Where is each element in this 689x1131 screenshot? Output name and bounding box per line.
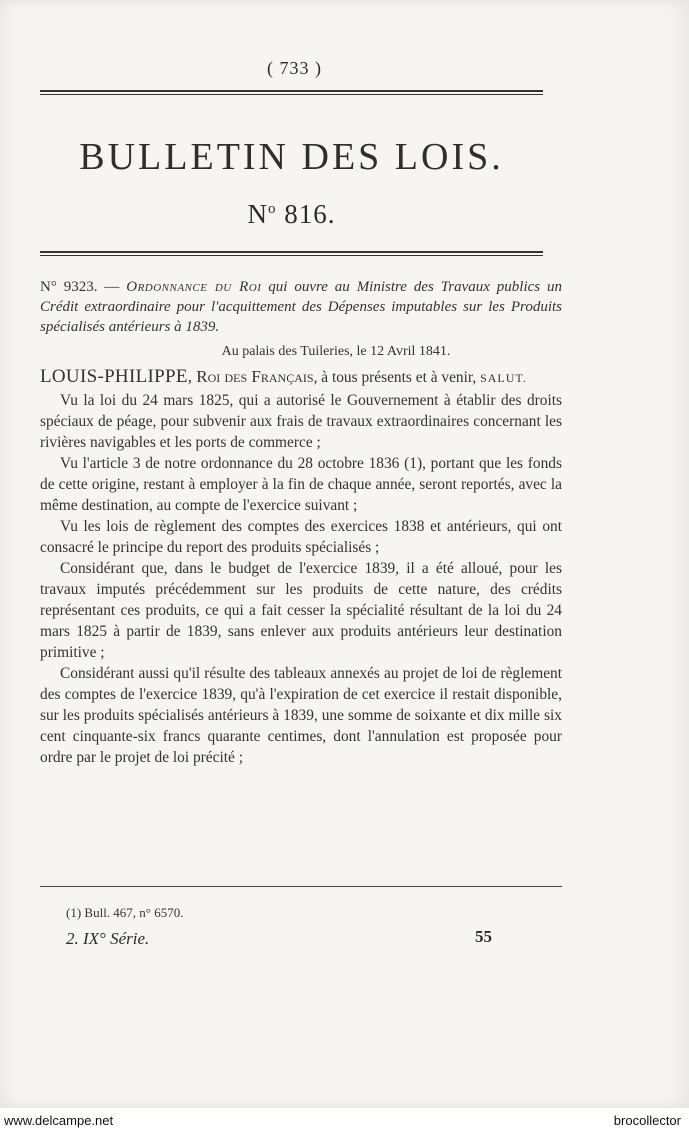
bulletin-number-value: 816. bbox=[276, 199, 336, 229]
footnote-rule bbox=[40, 886, 562, 887]
series-signature: 2. IX° Série. bbox=[66, 929, 150, 948]
bulletin-number-prefix: N bbox=[247, 199, 268, 229]
header-rule-bottom bbox=[40, 251, 543, 256]
ordinance-subject: qui ouvre au Ministre des Travaux publics un Crédit extraordinaire pour l'acquittement des Dépenses imputables sur les Produits spécialisés antérieurs à 1839. bbox=[40, 279, 562, 335]
preamble-text: , à tous présents et à venir, bbox=[313, 369, 481, 386]
paragraph-3: Vu les lois de règlement des comptes des exercices 1838 et antérieurs, qui ont consacré le principe du report des produits spécialisés ; bbox=[40, 518, 562, 556]
king-name: LOUIS-PHILIPPE bbox=[40, 366, 188, 387]
ordinance-number: N° 9323. — bbox=[40, 279, 127, 295]
page-number: ( 733 ) bbox=[267, 58, 322, 78]
sheet-number: 55 bbox=[475, 927, 492, 946]
bulletin-number bbox=[40, 199, 543, 230]
paragraph-4: Considérant que, dans le budget de l'exercice 1839, il a été alloué, pour les travaux imputés précédemment sur les produits de cette nature, des crédits représentant ces produits, ce qui a fait cesser la spécialité résultant de la loi du 24 mars 1825 à partir de 1839, sans enlever aux produits antérieurs leur destination primitive ; bbox=[40, 560, 562, 661]
dateline: Au palais des Tuileries, le 12 Avril 1841. bbox=[221, 344, 451, 359]
watermark-right: brocollector bbox=[613, 1113, 681, 1128]
page-title: BULLETIN DES LOIS. bbox=[79, 136, 504, 178]
paragraph-2: Vu l'article 3 de notre ordonnance du 28 octobre 1836 (1), portant que les fonds de cette origine, restant à employer à la fin de chaque année, seront reportés, avec la même destination, au compte de l'exercice suivant ; bbox=[40, 455, 562, 514]
header-rule-top bbox=[40, 90, 543, 95]
footnote: (1) Bull. 467, n° 6570. bbox=[66, 905, 184, 920]
king-title: , Roi des Français bbox=[187, 367, 314, 386]
ordinance-label: Ordonnance du Roi bbox=[126, 279, 262, 295]
paragraph-5: Considérant aussi qu'il résulte des tableaux annexés au projet de loi de règlement des comptes de l'exercice 1839, qu'à l'expiration de cet exercice il restait disponible, sur les produits spécialisés antérieurs à 1839, une somme de soixante et dix mille six cent cinquante-six francs quarante centimes, dont l'annulation est proposée pour ordre par le projet de loi précité ; bbox=[40, 665, 562, 766]
document-body bbox=[40, 277, 562, 768]
ordinance-heading bbox=[40, 277, 562, 337]
salut: SALUT. bbox=[480, 371, 527, 385]
paragraph-1: Vu la loi du 24 mars 1825, qui a autorisé le Gouvernement à établir des droits spéciaux de péage, pour subvenir aux frais de travaux extraordinaires concernant les rivières navigables et les ports de commerce ; bbox=[40, 392, 562, 451]
watermark-bar bbox=[0, 1108, 689, 1131]
bulletin-number-sup: o bbox=[268, 201, 277, 217]
watermark-left: www.delcampe.net bbox=[4, 1113, 114, 1128]
royal-preamble bbox=[40, 365, 562, 390]
